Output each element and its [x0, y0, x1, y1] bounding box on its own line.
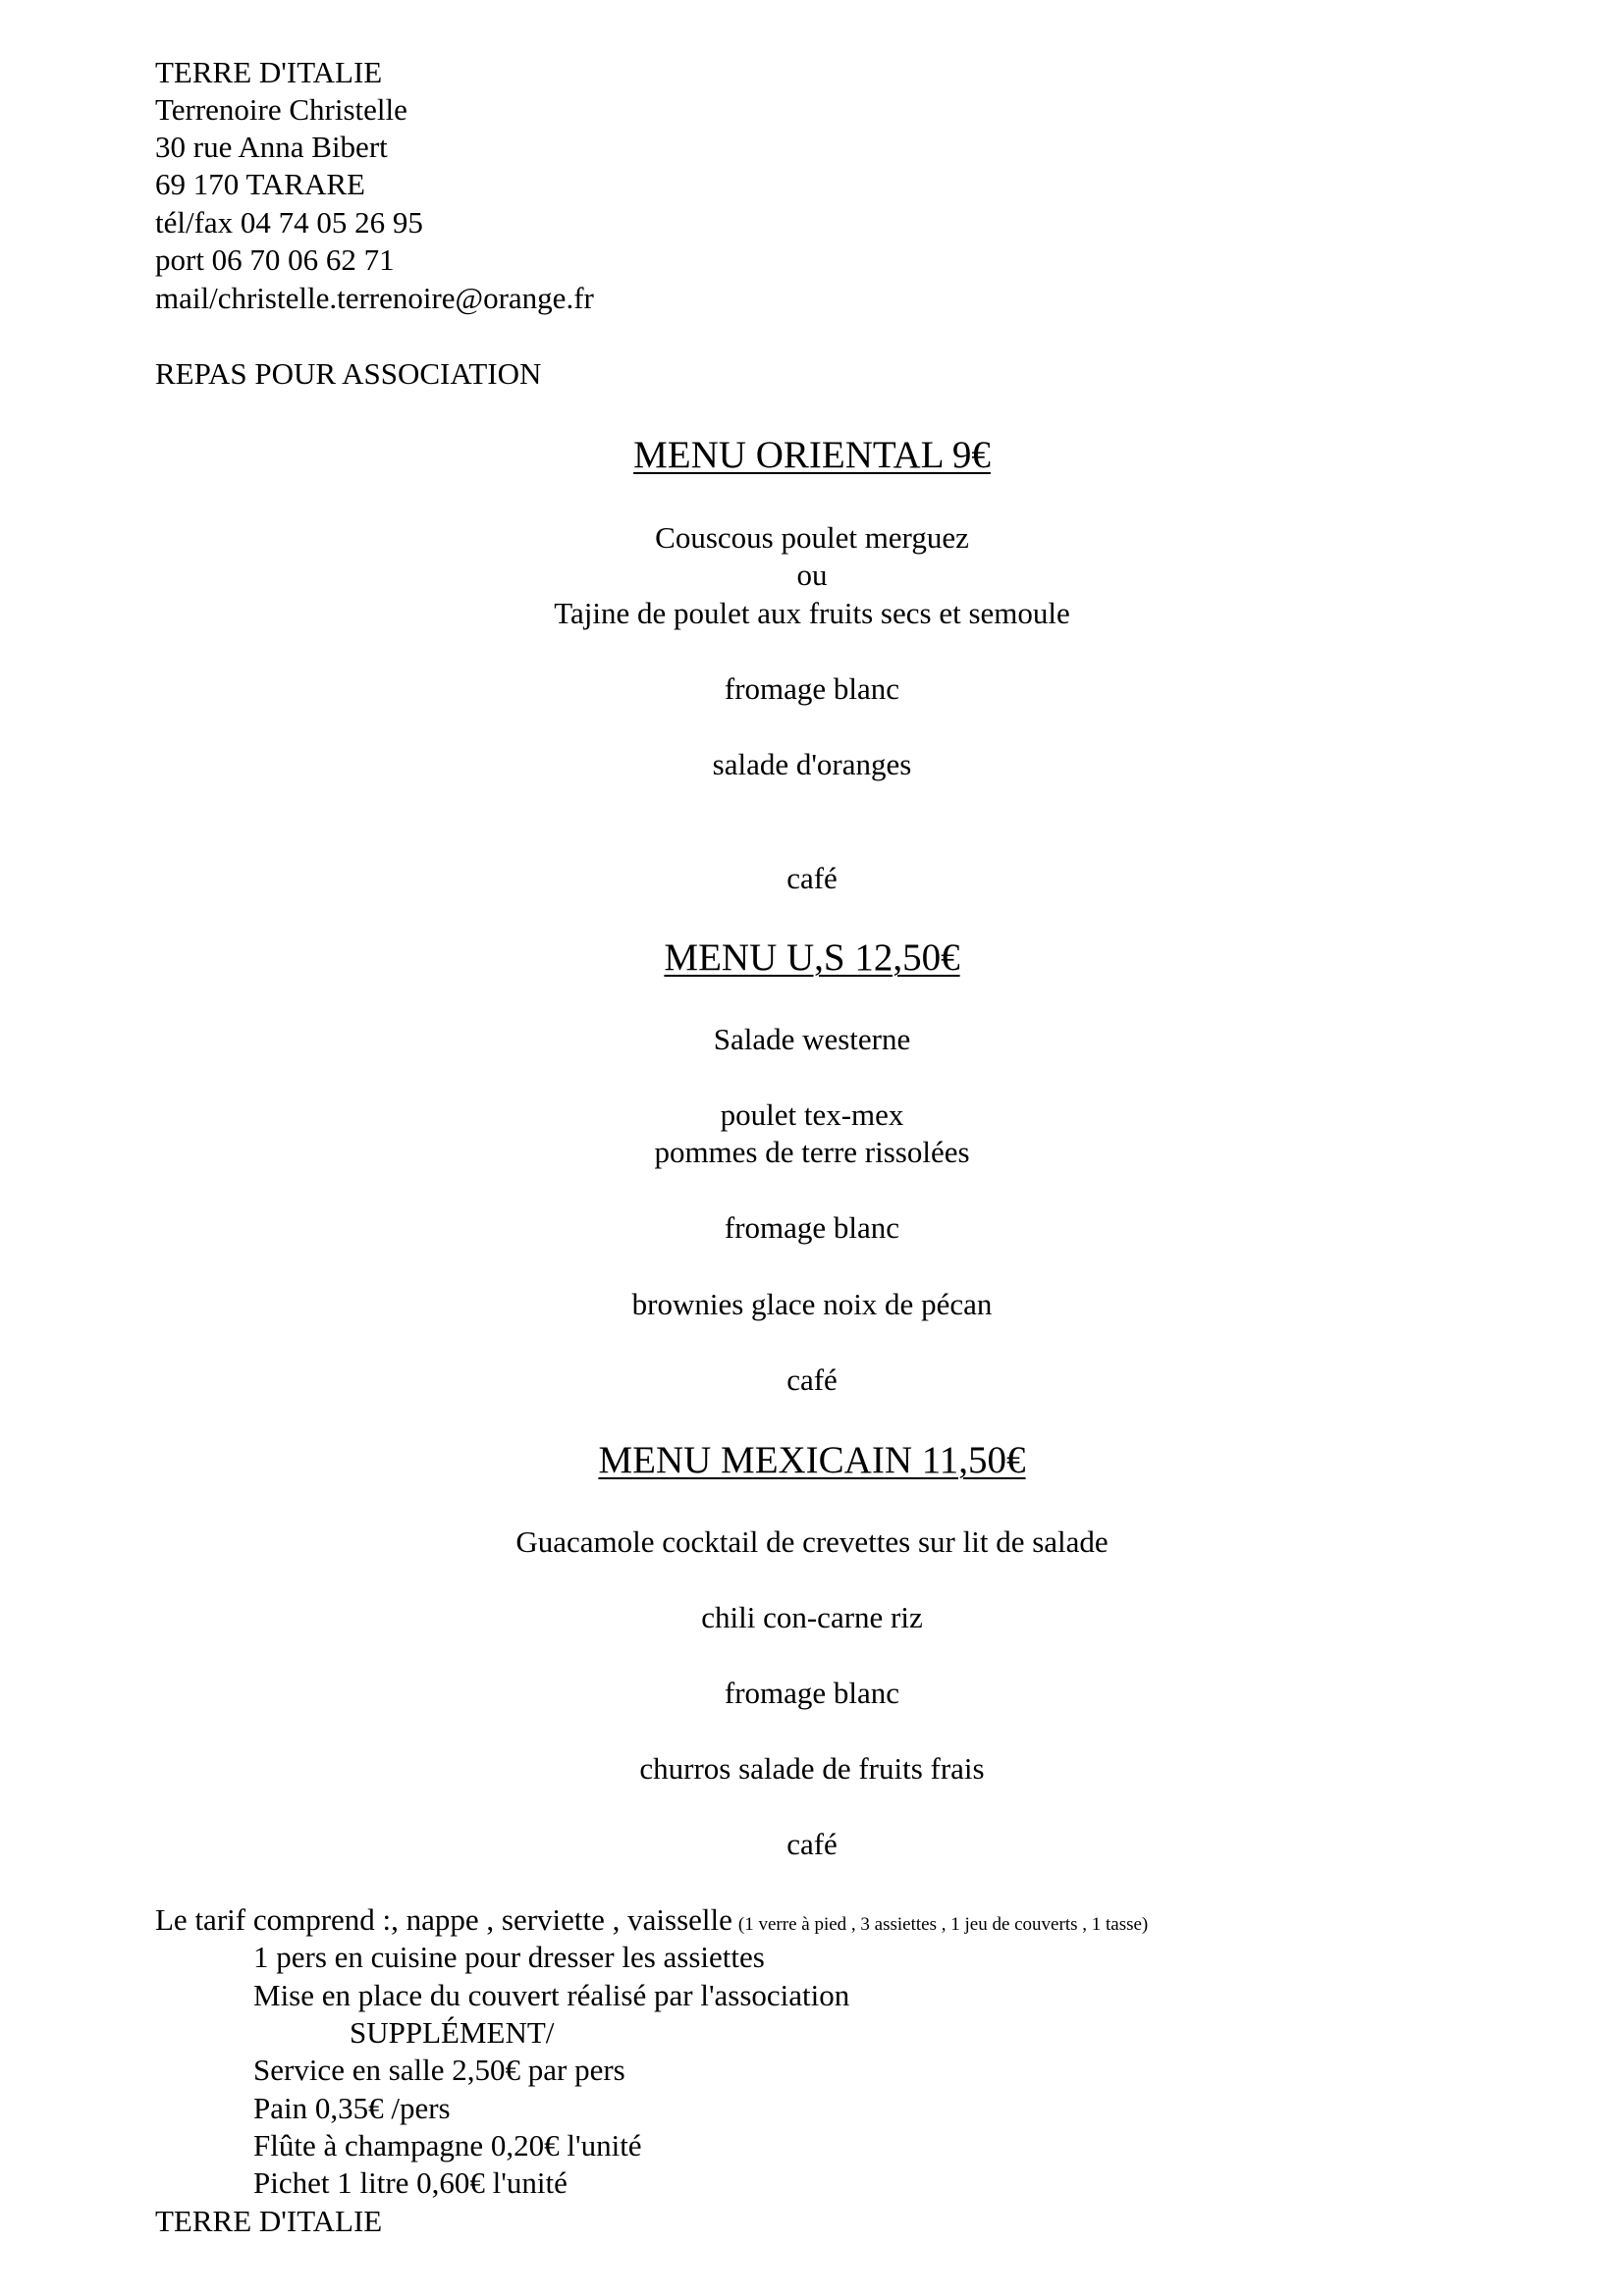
menu-item: Salade westerne: [713, 1022, 911, 1056]
tarif-line: [155, 1901, 1148, 1944]
owner-name: Terrenoire Christelle: [155, 92, 407, 127]
included-item: Mise en place du couvert réalisé par l'association: [253, 1978, 850, 2012]
menu-item: café: [786, 1827, 838, 1861]
supplement-heading: SUPPLÉMENT/: [350, 2015, 555, 2050]
menu-item: café: [786, 1362, 838, 1397]
supplement-item: Pichet 1 litre 0,60€ l'unité: [253, 2165, 568, 2200]
address-street: 30 rue Anna Bibert: [155, 130, 388, 164]
tarif-detail: (1 verre à pied , 3 assiettes , 1 jeu de couverts , 1 tasse): [737, 1914, 1149, 1935]
supplement-item: Flûte à champagne 0,20€ l'unité: [253, 2128, 642, 2163]
menu-item: Guacamole cocktail de crevettes sur lit de salade: [515, 1524, 1109, 1559]
menu-item: salade d'oranges: [712, 747, 912, 781]
menu-item: churros salade de fruits frais: [639, 1751, 985, 1786]
menu-title-oriental: MENU ORIENTAL 9€: [633, 434, 991, 476]
supplement-item: Service en salle 2,50€ par pers: [253, 2053, 625, 2087]
menu-item: pommes de terre rissolées: [654, 1135, 970, 1169]
phone-fax: tél/fax 04 74 05 26 95: [155, 205, 423, 240]
menu-item: Tajine de poulet aux fruits secs et semoule: [554, 596, 1070, 630]
footer-signature: TERRE D'ITALIE: [155, 2204, 383, 2238]
menu-item: poulet tex-mex: [720, 1097, 904, 1132]
menu-item: chili con-carne riz: [701, 1600, 923, 1634]
menu-item: brownies glace noix de pécan: [631, 1287, 993, 1321]
tarif-text: Le tarif comprend :, nappe , serviette , vaisselle: [155, 1902, 732, 1937]
email-address: mail/christelle.terrenoire@orange.fr: [155, 281, 594, 315]
menu-item: fromage blanc: [724, 1676, 900, 1710]
mobile-phone: port 06 70 06 62 71: [155, 242, 395, 277]
menu-item: fromage blanc: [724, 671, 900, 706]
menu-item: fromage blanc: [724, 1210, 900, 1245]
menu-title-mexicain: MENU MEXICAIN 11,50€: [598, 1439, 1026, 1481]
intro-heading: REPAS POUR ASSOCIATION: [155, 356, 542, 391]
menu-item: Couscous poulet merguez: [655, 520, 969, 555]
menu-title-us: MENU U,S 12,50€: [664, 936, 960, 979]
supplement-item: Pain 0,35€ /pers: [253, 2091, 451, 2125]
included-item: 1 pers en cuisine pour dresser les assiettes: [253, 1940, 765, 1974]
menu-item: ou: [796, 558, 828, 592]
address-city: 69 170 TARARE: [155, 167, 365, 201]
company-name: TERRE D'ITALIE: [155, 55, 383, 89]
menu-item: café: [786, 861, 838, 895]
